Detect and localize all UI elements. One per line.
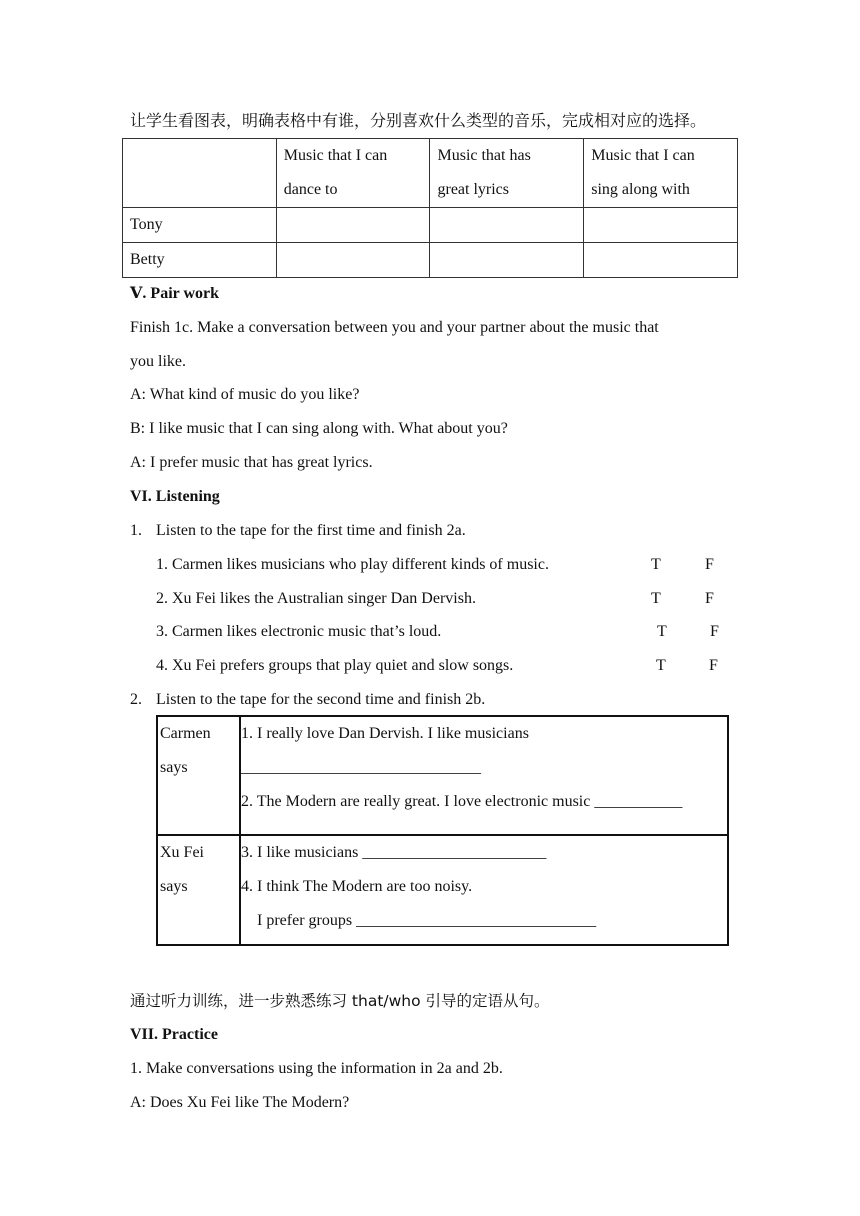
header-cell-dance [276, 139, 430, 208]
statement-4: 4. Xu Fei prefers groups that play quiet and slow songs. [156, 657, 514, 674]
false-option[interactable]: F [705, 590, 714, 607]
statement-2: 2. Xu Fei likes the Australian singer Dan Dervish. [156, 590, 476, 607]
table-row [157, 716, 728, 835]
statement-3: 3. Carmen likes electronic music that’s loud. [156, 623, 442, 640]
xu-fei-sentences-cell [240, 835, 728, 945]
fill-sentence[interactable]: 3. I like musicians _______________________ [241, 844, 547, 861]
carmen-sentences-cell [240, 716, 728, 835]
fill-blank[interactable]: ______________________________ [241, 759, 481, 776]
table-row [157, 835, 728, 945]
true-option[interactable]: T [657, 623, 667, 640]
header-cell-lyrics [430, 139, 584, 208]
answer-cell[interactable] [430, 208, 584, 243]
header-dance-line1: Music that I can [283, 147, 388, 164]
fill-sentence: 1. I really love Dan Dervish. I like musicians [241, 725, 529, 742]
speaker-cell-carmen [157, 716, 240, 835]
true-option[interactable]: T [651, 590, 661, 607]
section-5-title: Ⅴ. Pair work [130, 285, 219, 302]
row-name-betty: Betty [123, 243, 277, 278]
practice-item-1: 1. Make conversations using the information in 2a and 2b. [130, 1060, 503, 1077]
section-6-title: VI. Listening [130, 488, 220, 505]
dialog-line: A: Does Xu Fei like The Modern? [130, 1094, 350, 1111]
speaker-cell-xu-fei [157, 835, 240, 945]
fill-sentence[interactable]: 2. The Modern are really great. I love electronic music ___________ [241, 793, 683, 810]
false-option[interactable]: F [705, 556, 714, 573]
task-2-text: Listen to the tape for the second time and finish 2b. [156, 691, 486, 708]
speaker-says: says [160, 759, 188, 776]
fill-sentence: 4. I think The Modern are too noisy. [241, 878, 473, 895]
table-row [123, 208, 738, 243]
header-cell-empty [123, 139, 277, 208]
dialog-line: B: I like music that I can sing along with. What about you? [130, 420, 508, 437]
true-option[interactable]: T [651, 556, 661, 573]
pair-work-instruction-line2: you like. [130, 353, 186, 370]
task-1-text: Listen to the tape for the first time and finish 2a. [156, 522, 466, 539]
speaker-name: Xu Fei [160, 844, 204, 861]
false-option[interactable]: F [710, 623, 719, 640]
header-cell-sing [584, 139, 738, 208]
answer-cell[interactable] [276, 208, 430, 243]
answer-cell[interactable] [584, 208, 738, 243]
music-preference-table [122, 138, 738, 278]
listening-note: 通过听力训练，进一步熟悉练习 that/who 引导的定语从句。 [130, 992, 550, 1010]
false-option[interactable]: F [709, 657, 718, 674]
fill-sentence[interactable]: I prefer groups ______________________________ [241, 912, 597, 929]
answer-cell[interactable] [430, 243, 584, 278]
speaker-name: Carmen [160, 725, 211, 742]
listening-fill-table [156, 715, 729, 946]
header-sing-line1: Music that I can [591, 147, 695, 164]
answer-cell[interactable] [276, 243, 430, 278]
dialog-line: A: What kind of music do you like? [130, 386, 360, 403]
statement-1: 1. Carmen likes musicians who play different kinds of music. [156, 556, 549, 573]
task-1-number: 1. [130, 522, 142, 539]
intro-instruction: 让学生看图表，明确表格中有谁，分别喜欢什么类型的音乐，完成相对应的选择。 [130, 111, 707, 130]
task-2-number: 2. [130, 691, 142, 708]
header-lyrics-line2: great lyrics [437, 181, 510, 198]
answer-cell[interactable] [584, 243, 738, 278]
row-name-tony: Tony [123, 208, 277, 243]
table-header-row [123, 139, 738, 208]
pair-work-instruction-line1: Finish 1c. Make a conversation between you and your partner about the music that [130, 319, 659, 336]
table-row [123, 243, 738, 278]
speaker-says: says [160, 878, 188, 895]
dialog-line: A: I prefer music that has great lyrics. [130, 454, 373, 471]
header-dance-line2: dance to [283, 181, 338, 198]
header-sing-line2: sing along with [591, 181, 690, 198]
true-option[interactable]: T [656, 657, 666, 674]
section-7-title: VII. Practice [130, 1026, 218, 1043]
header-lyrics-line1: Music that has [437, 147, 531, 164]
